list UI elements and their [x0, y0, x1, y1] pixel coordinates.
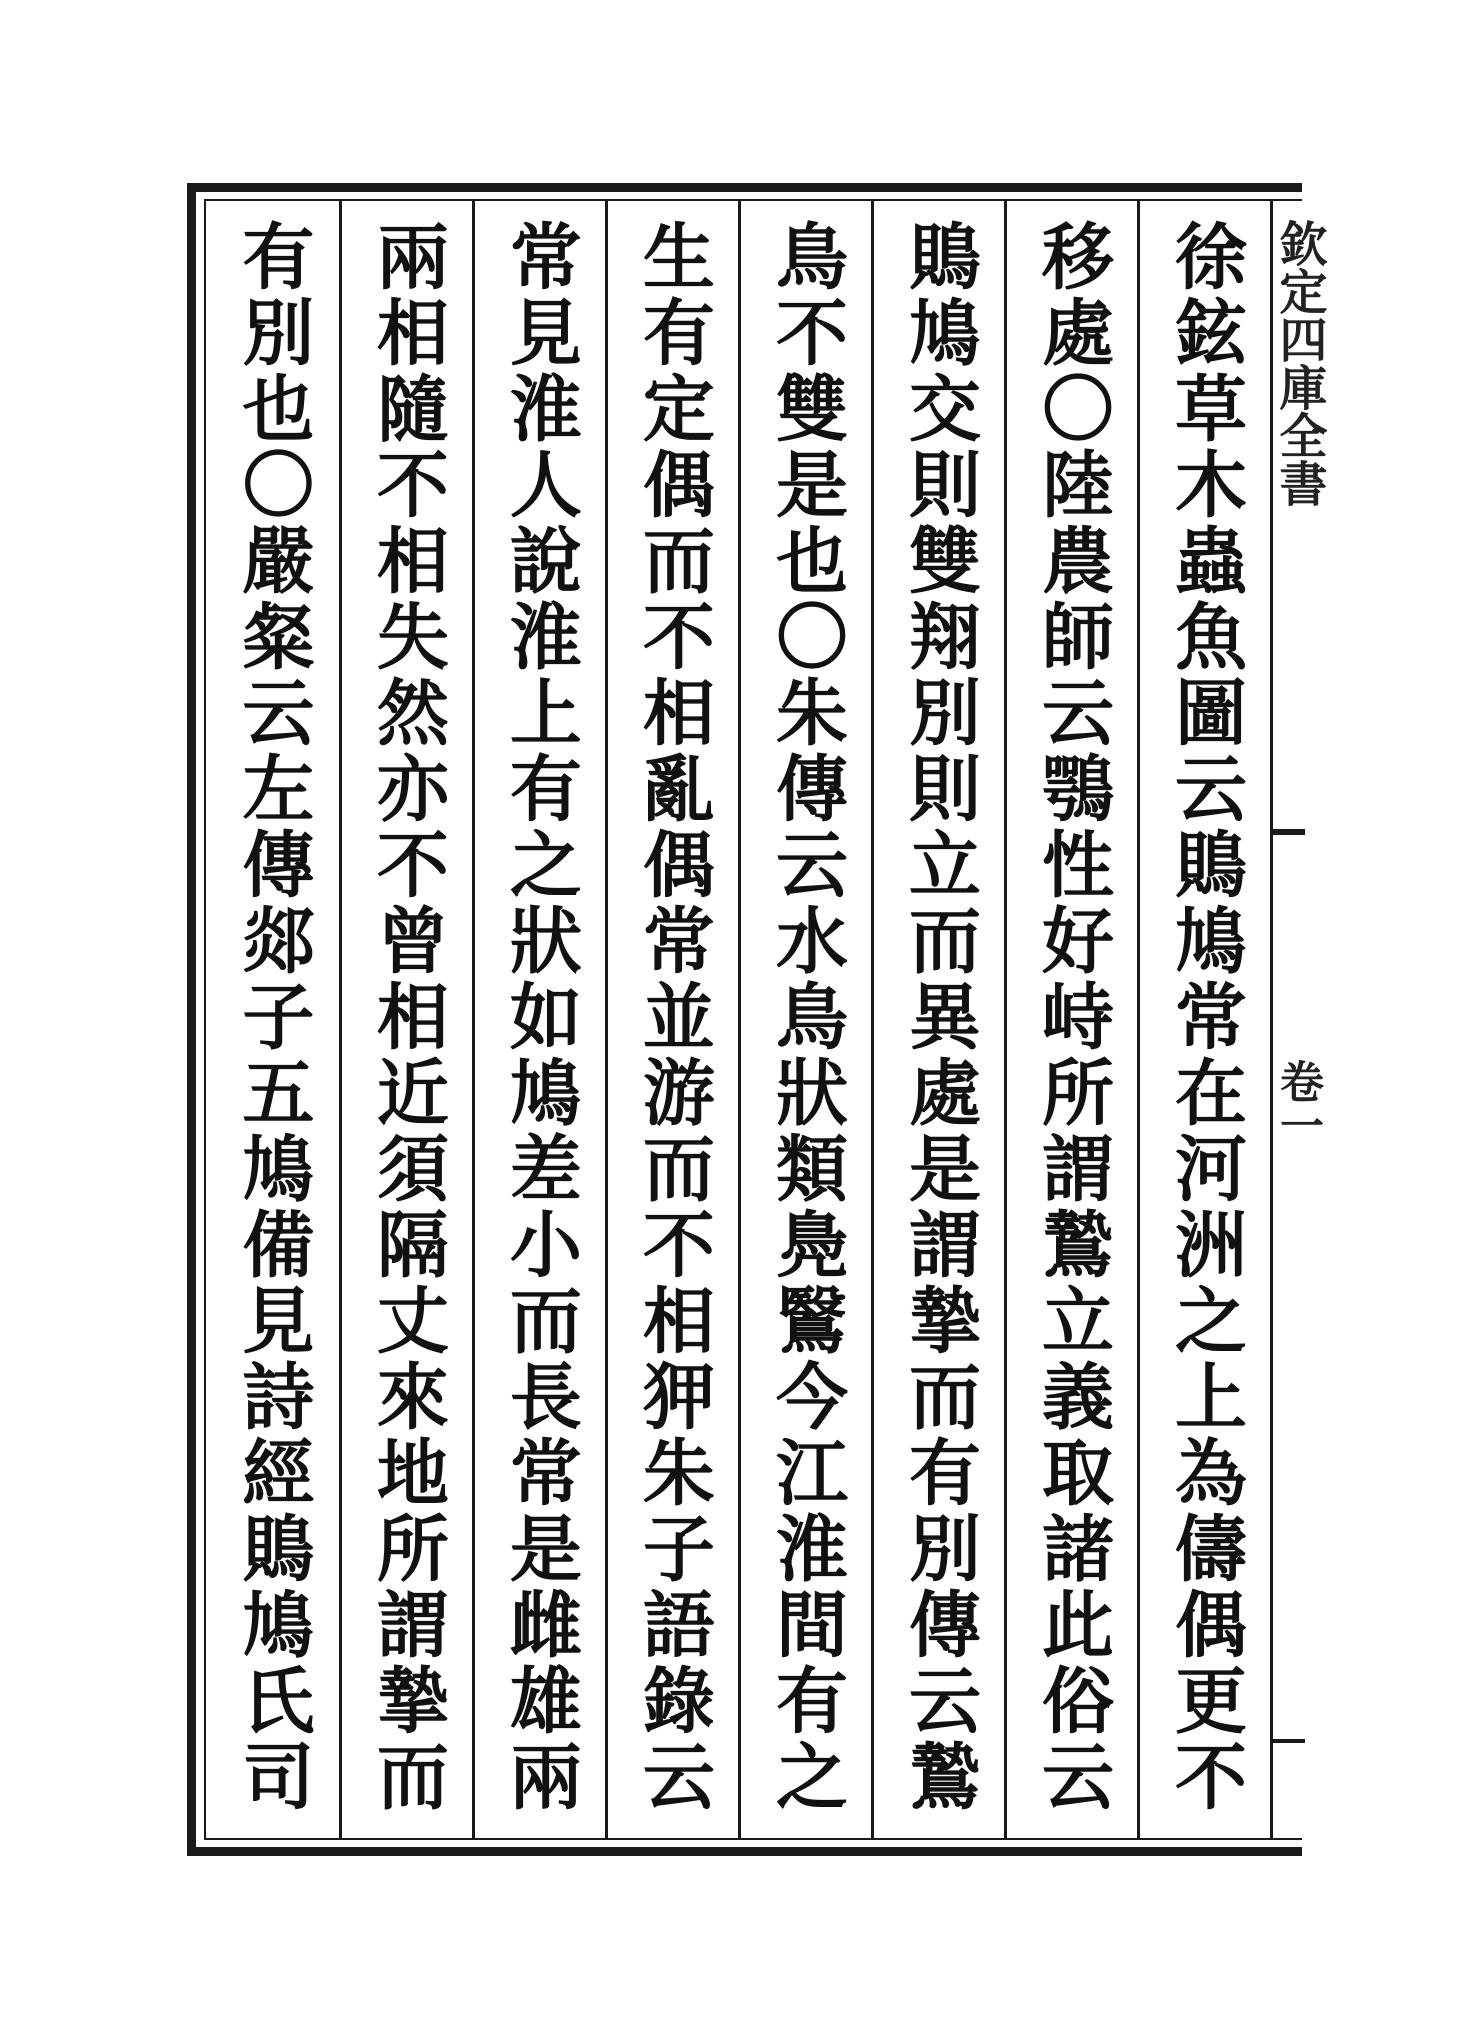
text-column-8	[206, 201, 339, 1838]
column-text: 兩相隨不相失然亦不曾相近須隔丈來地所謂摯而	[364, 219, 450, 1815]
text-column-7	[339, 201, 472, 1838]
book-margin	[1270, 199, 1327, 1840]
column-text: 移處〇陸農師云鶚性好峙所謂鷙立義取諸此俗云	[1029, 219, 1115, 1815]
book-title: 欽定四庫全書	[1271, 219, 1327, 507]
margin-divider	[1273, 829, 1305, 835]
column-text: 鵙鳩交則雙翔別則立而異處是謂摯而有別傳云鷙	[896, 219, 982, 1815]
column-text: 生有定偶而不相亂偶常並游而不相狎朱子語錄云	[630, 219, 716, 1815]
text-column-4	[738, 201, 871, 1838]
text-column-3	[871, 201, 1004, 1838]
column-text: 常見淮人說淮上有之狀如鳩差小而長常是雌雄兩	[497, 219, 583, 1815]
column-text: 有別也〇嚴粲云左傳郯子五鳩備見詩經鵙鳩氏司	[230, 219, 316, 1815]
text-column-2	[1004, 201, 1137, 1838]
text-column-5	[605, 201, 738, 1838]
column-text: 鳥不雙是也〇朱傳云水鳥狀類鳧鷖今江淮間有之	[763, 219, 849, 1815]
text-column-6	[472, 201, 605, 1838]
text-column-1	[1137, 201, 1270, 1838]
fascicle-label: 卷一	[1272, 1059, 1323, 1147]
text-columns	[206, 201, 1270, 1838]
column-text: 徐鉉草木蟲魚圖云鵙鳩常在河洲之上為儔偶更不	[1162, 219, 1248, 1815]
margin-divider-lower	[1273, 1739, 1305, 1743]
